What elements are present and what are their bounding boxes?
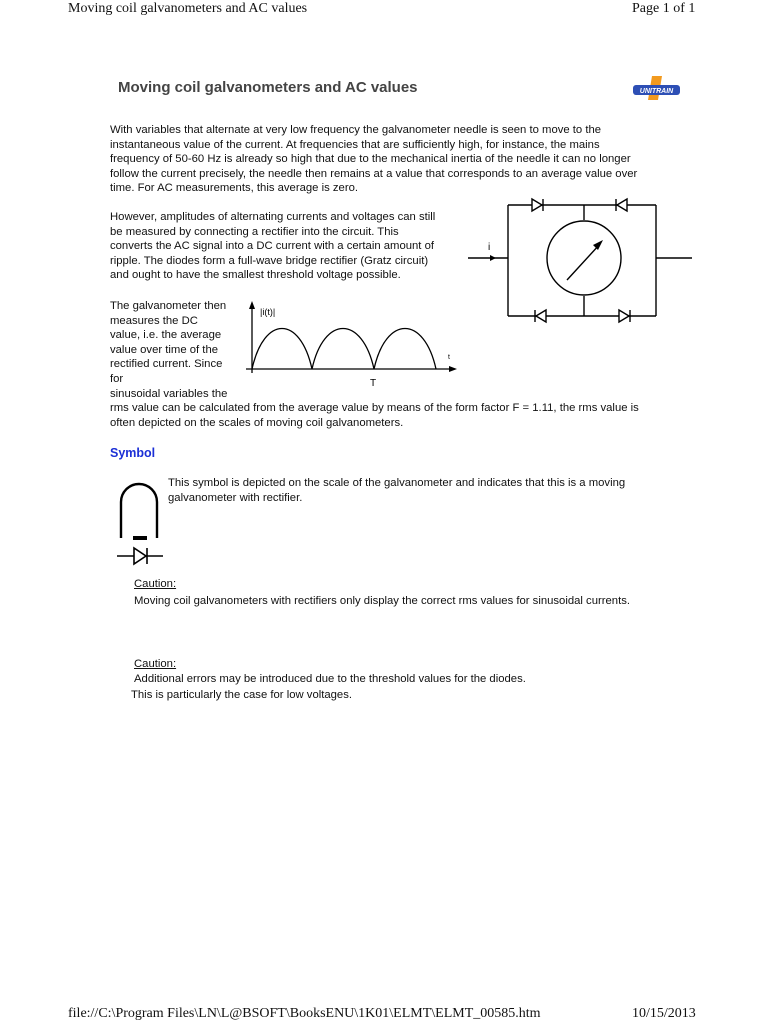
caution-label-1: Caution: xyxy=(134,578,177,590)
print-header-title: Moving coil galvanometers and AC values xyxy=(68,1,308,16)
rectifier-paragraph xyxy=(110,210,470,283)
print-header-page: Page 1 of 1 xyxy=(632,1,696,16)
caution-text-2-line-1: Additional errors may be introduced due to the threshold values for the diodes. xyxy=(134,673,526,685)
text-line: often depicted on the scales of moving coil galvanometers. xyxy=(110,416,404,429)
text-line: galvanometer with rectifier. xyxy=(168,491,303,504)
caution-label-2: Caution: xyxy=(134,658,177,670)
text-line: rms value can be calculated from the average value by means of the form factor F = 1.11, the rms value is xyxy=(110,402,639,414)
text-line: follow the current precisely, the needle then remains at a value that corresponds to an average value over xyxy=(110,167,638,180)
text-line: for xyxy=(110,372,124,385)
rectified-waveform-diagram xyxy=(244,295,464,390)
text-line: frequency of 50-60 Hz is already so high that due to the mechanical inertia of the needle it can no longer xyxy=(110,153,631,166)
text-line: and ought to have the smallest threshold voltage possible. xyxy=(110,269,401,282)
text-line: sinusoidal variables the xyxy=(110,387,228,400)
text-line: converts the AC signal into a DC current with a certain amount of xyxy=(110,240,435,253)
symbol-heading: Symbol xyxy=(110,446,156,460)
page-title: Moving coil galvanometers and AC values xyxy=(118,79,418,96)
text-line: time. For AC measurements, this average is zero. xyxy=(110,182,358,195)
text-line: be measured by connecting a rectifier into the circuit. This xyxy=(110,225,399,238)
print-footer-path: file://C:\Program Files\LN\L@BSOFT\BooksENU\1K01\ELMT\ELMT_00585.htm xyxy=(68,1006,541,1021)
text-line: instantaneous value of the current. At frequencies that are sufficiently high, for instance, the mains xyxy=(110,138,600,151)
symbol-description xyxy=(168,476,688,505)
waveform-x-label: t xyxy=(448,354,450,361)
logo-text: UNITRAIN xyxy=(639,88,674,95)
text-line: measures the DC xyxy=(110,314,198,327)
text-line: ripple. The diodes form a full-wave bridge rectifier (Gratz circuit) xyxy=(110,254,429,267)
galvanometer-paragraph xyxy=(110,299,250,401)
rectifier-galvanometer-symbol-icon xyxy=(113,478,169,570)
print-footer-date: 10/15/2013 xyxy=(632,1006,696,1021)
text-line: value over time of the xyxy=(110,343,219,356)
text-line: rectified current. Since xyxy=(110,358,223,371)
waveform-y-label: |i(t)| xyxy=(260,307,276,317)
rms-paragraph xyxy=(110,401,710,430)
text-line: With variables that alternate at very low frequency the galvanometer needle is seen to move to the xyxy=(110,124,602,136)
waveform-period-label: T xyxy=(370,378,377,389)
text-line: value, i.e. the average xyxy=(110,329,222,342)
unitrain-logo-icon xyxy=(632,74,682,102)
text-line: However, amplitudes of alternating currents and voltages can still xyxy=(110,211,436,223)
current-label: i xyxy=(488,242,491,253)
intro-paragraph xyxy=(110,123,710,196)
caution-text-2-line-2: This is particularly the case for low voltages. xyxy=(131,689,353,701)
text-line: The galvanometer then xyxy=(110,300,227,312)
bridge-rectifier-diagram xyxy=(466,192,696,332)
caution-text-1: Moving coil galvanometers with rectifiers only display the correct rms values for sinusoidal currents. xyxy=(134,595,631,607)
text-line: This symbol is depicted on the scale of the galvanometer and indicates that this is a moving xyxy=(168,477,626,489)
